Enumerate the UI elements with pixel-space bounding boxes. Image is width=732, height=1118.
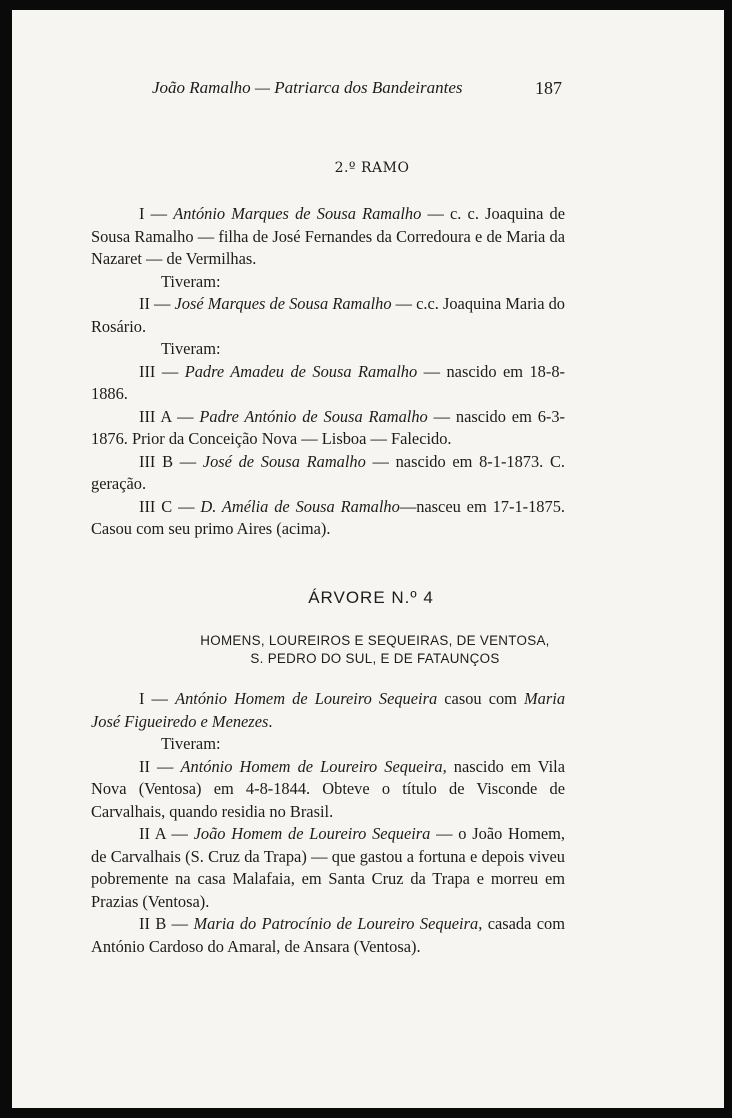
entry-paragraph: II — António Homem de Loureiro Sequeira, nascido em Vila Nova (Ventosa) em 4-8-1844. Obteve o título de Visconde de Carvalhais, quando residia no Brasil. [91,756,565,821]
page-number: 187 [535,78,562,98]
tree-heading: ÁRVORE N.º 4 [308,588,434,607]
entry-paragraph: II B — Maria do Patrocínio de Loureiro Sequeira, casada com António Cardoso do Amaral, de Ansara (Ventosa). [91,914,565,956]
section1-body [91,203,565,541]
entry-paragraph: II — José Marques de Sousa Ramalho — c.c. Joaquina Maria do Rosário. [91,294,565,336]
families-subtitle [12,632,724,668]
entry-paragraph: III — Padre Amadeu de Sousa Ramalho — nascido em 18-8-1886. [91,361,565,403]
families-line: HOMENS, LOUREIROS E SEQUEIRAS, DE VENTOSA, [200,633,550,648]
entry-paragraph: I — António Marques de Sousa Ramalho — c. c. Joaquina de Sousa Ramalho — filha de José Fernandes da Corredoura e de Maria da Nazaret — de Vermilhas. [91,204,566,268]
tiveram-line: Tiveram: [161,339,221,358]
book-page [12,10,724,1108]
entry-paragraph: III B — José de Sousa Ramalho — nascido em 8-1-1873. C. geração. [91,451,566,493]
entry-paragraph: III A — Padre António de Sousa Ramalho — nascido em 6-3-1876. Prior da Conceição Nova — Lisboa — Falecido. [91,406,566,448]
families-line: S. PEDRO DO SUL, E DE FATAUNÇOS [250,651,500,666]
entry-paragraph: I — António Homem de Loureiro Sequeira casou com Maria José Figueiredo e Menezes. [91,689,566,731]
section2-body [91,688,565,958]
entry-paragraph: III C — D. Amélia de Sousa Ramalho—nasceu em 17-1-1875. Casou com seu primo Aires (acima). [91,496,565,538]
running-title: João Ramalho — Patriarca dos Bandeirantes [152,78,463,97]
section-heading-ramo: 2.º RAMO [334,160,410,176]
tiveram-line: Tiveram: [161,734,221,753]
entry-paragraph: II A — João Homem de Loureiro Sequeira — o João Homem, de Carvalhais (S. Cruz da Trapa) — que gastou a fortuna e depois viveu pobremente na casa Malafaia, em Santa Cruz da Trapa e morreu em Prazias (Ventosa). [91,824,565,911]
tiveram-line: Tiveram: [161,271,221,291]
